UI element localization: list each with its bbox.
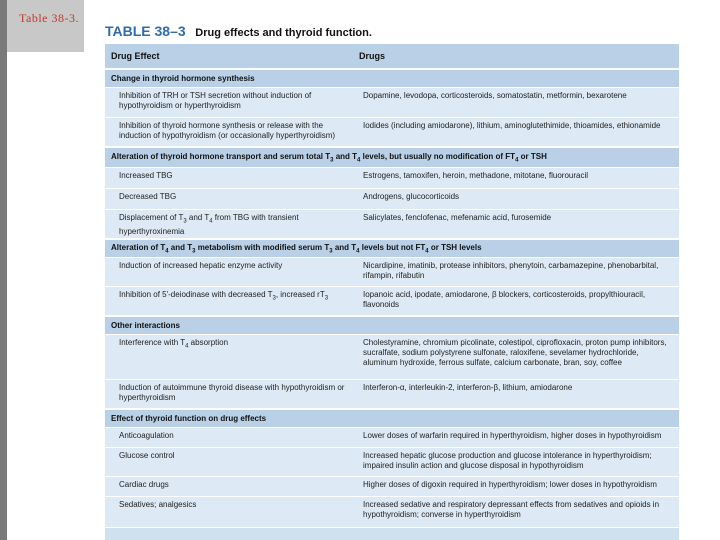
drug-effect-cell: Anticoagulation [119, 431, 174, 440]
drug-thyroid-table [105, 44, 679, 540]
drugs-cell: Higher doses of digoxin required in hyperthyroidism; lower doses in hypothyroidism [363, 480, 657, 489]
table-caption [105, 23, 372, 39]
drugs-cell: Iopanoic acid, ipodate, amiodarone, β blockers, corticosteroids, propylthiouracil, flavonoids [363, 290, 646, 309]
drug-effect-cell: Induction of increased hepatic enzyme activity [119, 261, 283, 270]
drug-effect-cell: Inhibition of TRH or TSH secretion without induction of hypothyroidism or hyperthyroidism [119, 91, 312, 110]
table-row [105, 448, 679, 477]
drugs-cell: Increased sedative and respiratory depressant effects from sedatives and opioids in hypothyroidism; converse in hyperthyroidism [363, 500, 660, 519]
section-heading: Effect of thyroid function on drug effects [105, 409, 679, 428]
table-row [105, 477, 679, 497]
table-row [105, 258, 679, 287]
header-drugs: Drugs [359, 51, 386, 61]
table-row [105, 335, 679, 380]
drug-effect-cell: Displacement of $T_3$ and $T_4$ from TBG with transient hyperthyroxinemia [119, 213, 299, 236]
section-heading: Other interactions [105, 316, 679, 335]
table-row [105, 428, 679, 448]
section-heading [105, 147, 679, 168]
section-heading-text: Alteration of thyroid hormone transport and serum total $T_3$ and $T_4$ levels, but usually no modification of $FT_4$ or TSH [111, 151, 547, 164]
table-row [105, 189, 679, 210]
drugs-cell: Increased hepatic glucose production and glucose intolerance in hyperthyroidism; impaired insulin action and glucose disposal in hypothyroidism [363, 451, 652, 470]
drug-effect-cell: Induction of autoimmune thyroid disease with hypothyroidism or hyperthyroidism [119, 383, 345, 402]
drugs-cell: Lower doses of warfarin required in hyperthyroidism, higher doses in hypothyroidism [363, 431, 662, 440]
table-row [105, 380, 679, 409]
section-heading: Change in thyroid hormone synthesis [105, 69, 679, 88]
section-heading-text: Alteration of $T_4$ and $T_3$ metabolism with modified serum $T_3$ and $T_4$ levels but not $FT_4$ or TSH levels [111, 242, 482, 255]
drugs-cell: Androgens, glucocorticoids [363, 192, 460, 201]
table-header [105, 44, 679, 69]
drugs-cell: Salicylates, fenclofenac, mefenamic acid, furosemide [363, 213, 552, 222]
drugs-cell: Interferon-α, interleukin-2, interferon-β, lithium, amiodarone [363, 383, 573, 392]
drug-effect-cell: Cardiac drugs [119, 480, 169, 489]
drug-effect-cell: Decreased TBG [119, 192, 177, 201]
table-row [105, 497, 679, 528]
drug-effect-cell: Increased TBG [119, 171, 173, 180]
drug-effect-cell: Glucose control [119, 451, 175, 460]
left-edge-bar [0, 0, 7, 540]
drugs-cell: Nicardipine, imatinib, protease inhibitors, phenytoin, carbamazepine, phenobarbital, rifampin, rifabutin [363, 261, 659, 280]
drugs-cell: Cholestyramine, chromium picolinate, colestipol, ciprofloxacin, proton pump inhibitors, sucralfate, sodium polystyrene sulfonate, raloxifene, sevelamer hydrochloride, aluminum hydroxide, ferrous sulfate, calcium carbonate, bran, soy, coffee [363, 338, 667, 367]
table-row [105, 118, 679, 147]
slide-title: Table 38-3. [19, 11, 79, 25]
drug-effect-cell: Sedatives; analgesics [119, 500, 197, 509]
drug-effect-cell: Interference with $T_4$ absorption [119, 338, 229, 350]
section-heading [105, 239, 679, 258]
table-caption-text: Drug effects and thyroid function. [195, 27, 372, 39]
header-drug-effect: Drug Effect [111, 51, 160, 61]
table-row [105, 210, 679, 239]
drugs-cell: Dopamine, levodopa, corticosteroids, somatostatin, metformin, bexarotene [363, 91, 627, 100]
drugs-cell: Estrogens, tamoxifen, heroin, methadone, mitotane, fluorouracil [363, 171, 589, 180]
table-number: TABLE 38–3 [105, 23, 186, 39]
table-row [105, 88, 679, 118]
drug-effect-cell: Inhibition of thyroid hormone synthesis or release with the induction of hypothyroidism (or occasionally hyperthyroidism) [119, 121, 336, 140]
slide-title-tab [7, 0, 84, 52]
drugs-cell: Iodides (including amiodarone), lithium, aminoglutethimide, thioamides, ethionamide [363, 121, 661, 130]
table-row [105, 287, 679, 316]
drug-effect-cell: Inhibition of 5'-deiodinase with decreased $T_3$, increased $rT_3$ [119, 290, 329, 302]
table-row [105, 168, 679, 189]
